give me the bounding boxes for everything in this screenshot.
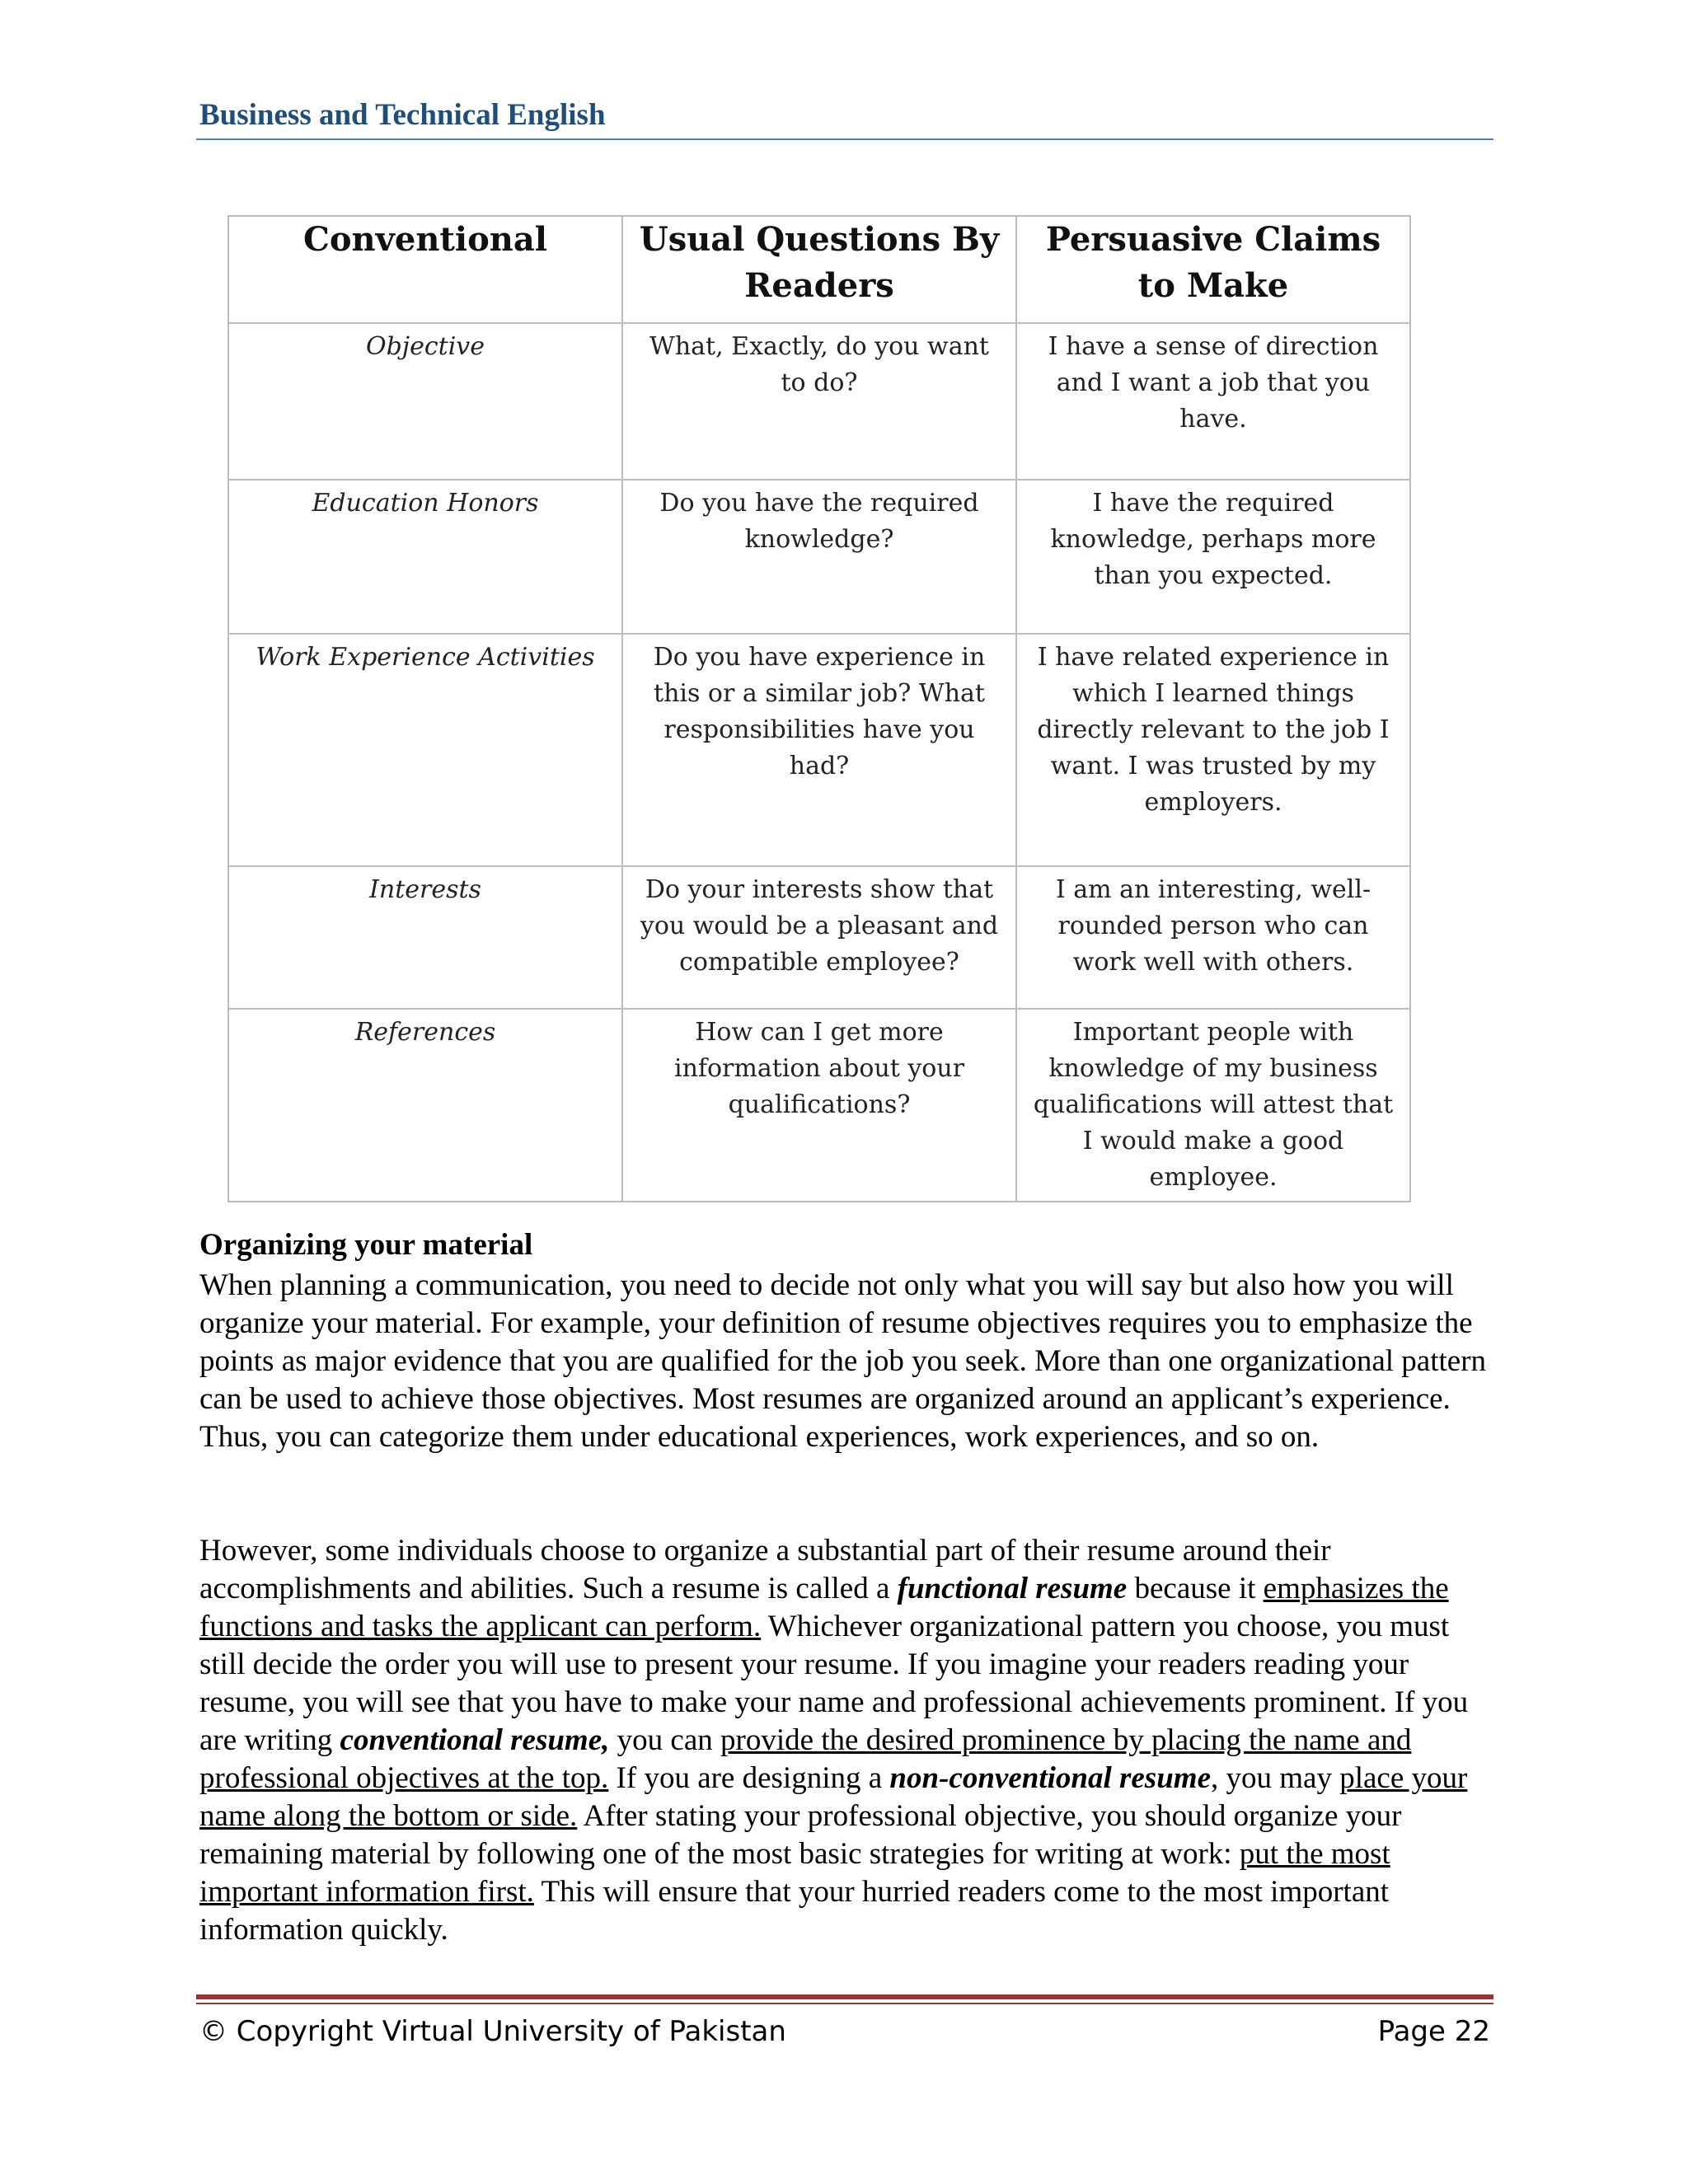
table-cell: I am an interesting, well-rounded person who can work well with others.	[1016, 866, 1410, 1009]
table-cell: I have the required knowledge, perhaps more than you expected.	[1016, 480, 1410, 634]
table-cell: References	[228, 1009, 622, 1202]
column-header: Usual Questions By Readers	[622, 216, 1016, 323]
table-cell: Do you have experience in this or a similar job? What responsibilities have you had?	[622, 634, 1016, 866]
emphasis-term: non-conventional resume	[889, 1761, 1211, 1795]
table-cell: Important people with knowledge of my business qualifications will attest that I would make a good employee.	[1016, 1009, 1410, 1202]
header-divider	[196, 138, 1493, 140]
text-run: However, some individuals choose to organize a substantial part of their resume around their accomplishments and abilities. Such a resume is called a	[199, 1534, 1331, 1605]
section-heading: Organizing your material	[199, 1228, 533, 1262]
table-header-row	[228, 216, 1410, 323]
table-cell: Do your interests show that you would be a pleasant and compatible employee?	[622, 866, 1016, 1009]
text-run: , you may	[1211, 1761, 1340, 1795]
table-cell: How can I get more information about your qualifications?	[622, 1009, 1016, 1202]
resume-claims-table	[227, 215, 1411, 1202]
table-cell: Objective	[228, 323, 622, 480]
underlined-phrase: provide the desired prominence by placing the name and professional objectives at the top.	[199, 1723, 1412, 1795]
text-run: This will ensure that your hurried readers come to the most important information quickly.	[199, 1875, 1390, 1947]
paragraph-organizing: When planning a communication, you need to decide not only what you will say but also how you will organize your material. For example, your definition of resume objectives requires you to emphasize the points as major evidence that you are qualified for the job you seek. More than one organizational pattern can be used to achieve those objectives. Most resumes are organized around an applicant’s experience. Thus, you can categorize them under educational experiences, work experiences, and so on.	[199, 1268, 1487, 1454]
footer-copyright: © Copyright Virtual University of Pakistan	[199, 2015, 786, 2048]
emphasis-term: conventional resume,	[340, 1723, 610, 1757]
footer-page-number: Page 22	[1377, 2015, 1490, 2048]
table-cell: I have related experience in which I learned things directly relevant to the job I want. I was trusted by my employers.	[1016, 634, 1410, 866]
text-run: After stating your professional objective, you should organize your remaining material by following one of the most basic strategies for writing at work:	[199, 1799, 1402, 1871]
text-run: you can	[609, 1723, 720, 1757]
table-row	[228, 480, 1410, 634]
column-header: Persuasive Claims to Make	[1016, 216, 1410, 323]
footer-divider-thin	[196, 2003, 1493, 2004]
text-run: If you are designing a	[608, 1761, 890, 1795]
footer-divider-thick	[196, 1994, 1493, 1999]
table-row	[228, 634, 1410, 866]
table-cell: I have a sense of direction and I want a job that you have.	[1016, 323, 1410, 480]
text-run: Whichever organizational pattern you choose, you must still decide the order you will use to present your resume. If you imagine your readers reading your resume, you will see that you have to make your name and professional achievements prominent. If you are writing	[199, 1610, 1469, 1757]
emphasis-term: functional resume	[897, 1572, 1128, 1605]
underlined-phrase: emphasizes the functions and tasks the applicant can perform.	[199, 1572, 1449, 1643]
table-row	[228, 1009, 1410, 1202]
table-cell: What, Exactly, do you want to do?	[622, 323, 1016, 480]
column-header: Conventional	[228, 216, 622, 323]
underlined-phrase: put the most important information first.	[199, 1837, 1390, 1909]
table-cell: Education Honors	[228, 480, 622, 634]
table-row	[228, 323, 1410, 480]
table-cell: Work Experience Activities	[228, 634, 622, 866]
table-cell: Do you have the required knowledge?	[622, 480, 1016, 634]
paragraph-functional-resume	[199, 1532, 1502, 1949]
table-cell: Interests	[228, 866, 622, 1009]
table-row	[228, 866, 1410, 1009]
underlined-phrase: place your name along the bottom or side.	[199, 1761, 1468, 1833]
page-header-title: Business and Technical English	[199, 98, 606, 132]
text-run: because it	[1127, 1572, 1264, 1605]
